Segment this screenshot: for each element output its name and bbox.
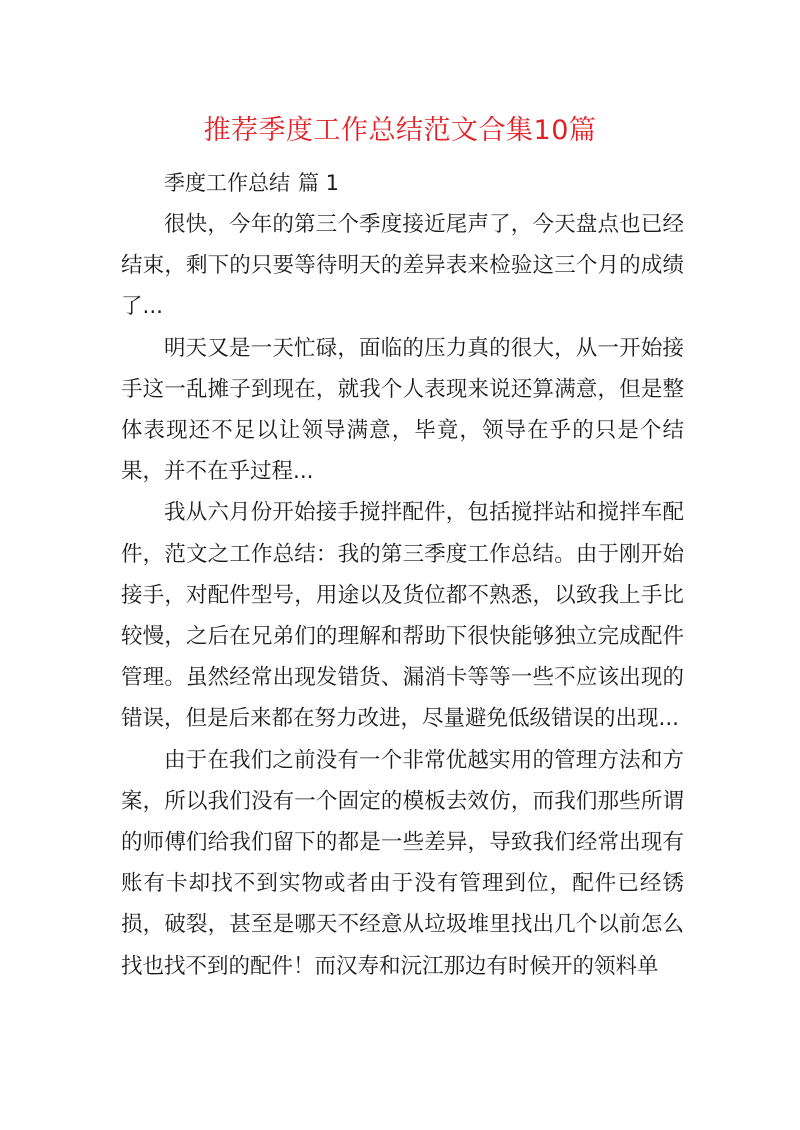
document-body — [121, 204, 684, 987]
section-number: 篇 1 — [298, 171, 340, 195]
paragraph-1: 很快，今年的第三个季度接近尾声了，今天盘点也已经结束，剩下的只要等待明天的差异表来检验这三个月的成绩了... — [121, 212, 684, 320]
section-heading-text: 季度工作总结 — [164, 171, 290, 195]
section-heading — [164, 168, 339, 198]
document-title: 推荐季度工作总结范文合集10篇 — [203, 115, 597, 146]
paragraph-4: 由于在我们之前没有一个非常优越实用的管理方法和方案，所以我们没有一个固定的模板去效仿，而我们那些所谓的师傅们给我们留下的都是一些差异，导致我们经常出现有账有卡却找不到实物或者由于没有管理到位，配件已经锈损，破裂，甚至是哪天不经意从垃圾堆里找出几个以前怎么找也找不到的配件！而汉寿和沅江那边有时候开的领料单 — [121, 747, 684, 979]
paragraph-2: 明天又是一天忙碌，面临的压力真的很大，从一开始接手这一乱摊子到现在，就我个人表现来说还算满意，但是整体表现还不足以让领导满意，毕竟，领导在乎的只是个结果，并不在乎过程... — [121, 335, 684, 485]
paragraph-3: 我从六月份开始接手搅拌配件，包括搅拌站和搅拌车配件，范文之工作总结：我的第三季度工作总结。由于刚开始接手，对配件型号，用途以及货位都不熟悉，以致我上手比较慢，之后在兄弟们的理解和帮助下很快能够独立完成配件管理。虽然经常出现发错货、漏消卡等等一些不应该出现的错误，但是后来都在努力改进，尽量避免低级错误的出现... — [121, 500, 684, 732]
